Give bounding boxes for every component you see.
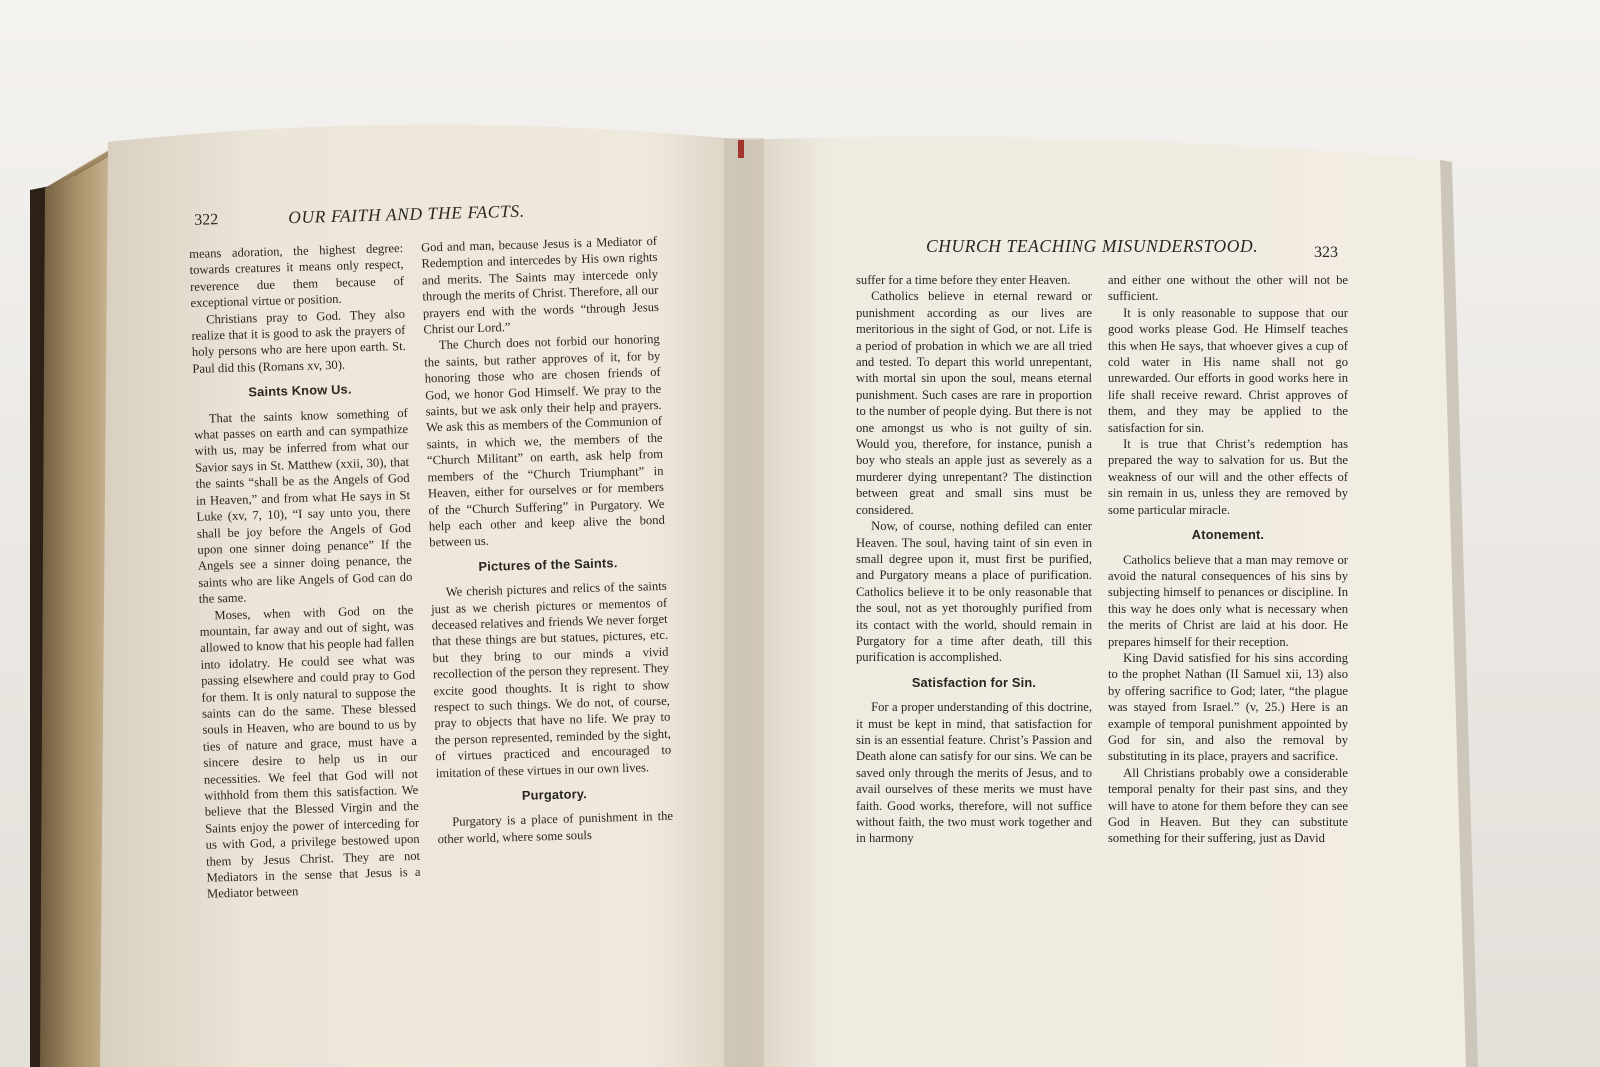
right-page-content [856,232,1346,992]
left-column-2 [421,233,674,848]
section-heading: Satisfaction for Sin. [911,674,1037,690]
page-number-right: 323 [1314,244,1338,261]
gutter-shadow [724,138,764,1067]
paragraph: Christians pray to God. They also realize that it is good to ask the prayers of holy persons who are here upon earth. St. Paul did this (Romans xv, 30). [191,306,407,376]
paragraph: Catholics believe that a man may remove or avoid the natural consequences of his sins by subjecting himself to penances or discipline. In this way he does only what is necessary when the merits of Christ are laid at his door. He prepares himself for their reception. [1108,552,1348,649]
page-number-left: 322 [193,211,219,229]
paragraph: That the saints know something of what passes on earth and can sympathize with us, may be inferred from what our Savior says in St. Matthew (xxii, 30), that the saints “shall be as the Angels of God in Heaven,” and from what He says in St Luke (xv, 7, 10), “I say unto you, there shall be joy before the Angels of God upon one sinner doing penance” If the Angels see a sinner doing penance, the saints who are like Angels of God can do the same. [194,405,413,606]
running-head-left: OUR FAITH AND THE FACTS. [287,200,525,228]
paragraph: It is only reasonable to suppose that our good works please God. He Himself teaches this when He says, that whoever gives a cup of cold water in His name shall not go unrewarded. Our efforts in good works here in life shall receive reward. Christ approves of them, and they may be applied to the satisfaction for sin. [1108,305,1348,435]
paragraph: suffer for a time before they enter Heaven. [856,273,1071,287]
paragraph: It is true that Christ’s redemption has prepared the way to salvation for us. But the weakness of our will and the other effects of sin remain in us, unless they are removed by some particular miracle. [1108,437,1348,517]
paragraph: Now, of course, nothing defiled can enter Heaven. The soul, having taint of sin even in small degree upon it, must first be purified, and Purgatory means a place of purification. Catholics believe it to be only reasonable that the soul, not as yet thoroughly purified from its contact with the world, should remain in Purgatory for a time after death, till this purification is accomplished. [856,519,1092,665]
paragraph: We cherish pictures and relics of the saints just as we cherish pictures or mementos of deceased relatives and friends We never forget that these things are but statues, pictures, etc. but they bring to our minds a vivid recollection of the person they represent. They excite good thoughts. It is right to show respect to such things. We do not, of course, pray to objects that have no life. We pray to the person represented, reminded by the sight, of virtues practiced and encouraged to imitation of these virtues in our own lives. [430,578,672,780]
left-page-content [188,199,689,972]
paragraph: means adoration, the highest degree: towards creatures it means only respect, reverence due them because of exceptional virtue or position. [188,241,405,311]
paragraph: King David satisfied for his sins according to the prophet Nathan (II Samuel xii, 13) also by offering sacrifice to God; later, “the plague was stayed from Israel.” (v, 25.) Here is an example of temporal punishment appointed by God for sin, and also the removal by substituting in its place, prayers and sacrifice. [1108,650,1348,764]
paragraph: Purgatory is a place of punishment in the other world, where some souls [437,809,674,847]
paragraph: and either one without the other will not be sufficient. [1108,273,1348,304]
section-heading: Pictures of the Saints. [478,554,618,574]
right-column-1 [856,272,1092,847]
paragraph: Catholics believe in eternal reward or punishment according as our lives are meritorious in the sight of God, or not. Life is a period of probation in which we are all tried and tested. To depart this world unrepentant, with mortal sin upon the soul, means eternal punishment. Such cases are rare in proportion to the number of people dying. But there is not one amongst us who is not guilty of sin. Would you, therefore, for instance, punish a boy who steals an apple just as severely as a murderer dying unrepentant? The distinction between great and small sins must be considered. [856,289,1092,517]
section-heading: Saints Know Us. [248,381,352,400]
running-head-right: CHURCH TEACHING MISUNDERSTOOD. [926,236,1259,256]
paragraph: For a proper understanding of this doctrine, it must be kept in mind, that satisfaction for sin is an essential feature. Christ’s Passion and Death alone can satisfy for our sins. We can be saved only through the merits of Jesus, and to avail ourselves of these merits we must have faith. Good works, therefore, will not suffice without faith, the two must work together and in harmony [856,700,1092,846]
right-column-2 [1108,272,1348,847]
paragraph: Moses, when with God on the mountain, far away and out of sight, was allowed to know that his people had fallen into idolatry. He could see what was passing elsewhere and could pray to God for them. It is only natural to suppose the saints can do the same. These blessed souls in Heaven, who are bound to us by ties of nature and grace, must have a sincere desire to help us in our necessities. We feel that God will not withhold from them this satisfaction. We believe that the Blessed Virgin and the Saints enjoy the power of interceding for us with God, a privilege bestowed upon them by Jesus Christ. They are not Mediators in the sense that Jesus is a Mediator between [199,602,421,902]
paragraph: The Church does not forbid our honoring the saints, but rather approves of it, for by honoring those who are chosen friends of God, we honor God Himself. We pray to the saints, but we ask only their help and prayers. We ask this as members of the Communion of saints, in which we, the members of the “Church Militant” on earth, ask help from members of the “Church Triumphant” in Heaven, either for ourselves or for members of the “Church Suffering” in Purgatory. We help each other and keep alive the bond between us. [424,332,665,550]
left-column-1 [189,240,421,903]
section-heading: Purgatory. [521,786,588,803]
paragraph: All Christians probably owe a considerable temporal penalty for their past sins, and they will have to atone for them before they can see God in Heaven. But they can substitute something for their suffering, just as David [1108,765,1348,846]
section-heading: Atonement. [1191,527,1265,543]
paragraph: God and man, because Jesus is a Mediator of Redemption and intercedes by His own rights and merits. The Saints may intercede only through the merits of Christ. Therefore, all our prayers end with the words “through Jesus Christ our Lord.” [420,233,660,337]
